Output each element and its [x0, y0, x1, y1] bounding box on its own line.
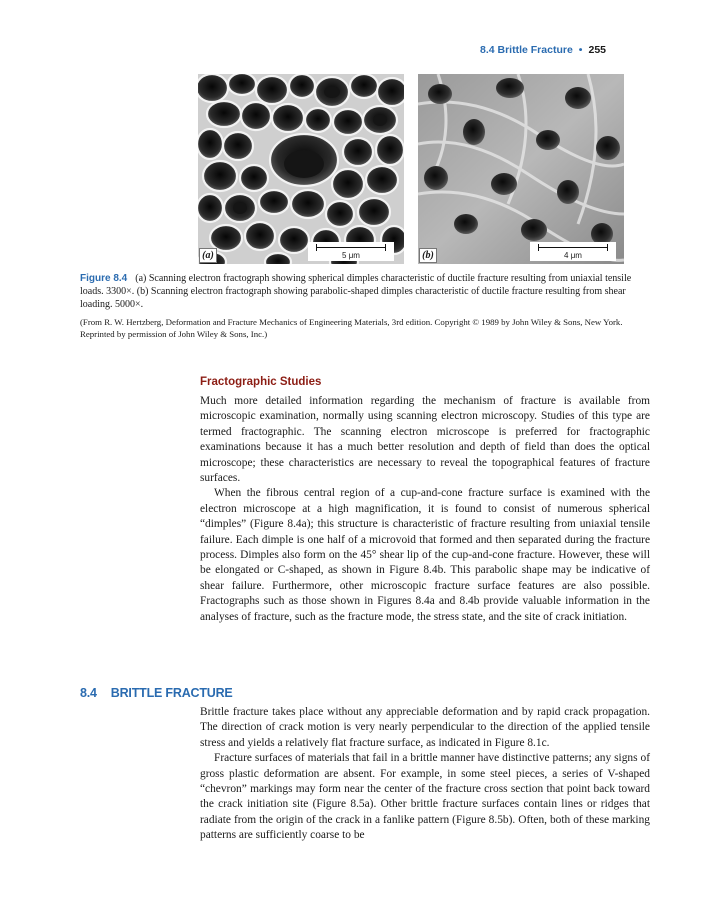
running-header [480, 44, 606, 56]
fractographic-paragraph-2: When the fibrous central region of a cup-and-cone fracture surface is examined with the electron microscope at a high magnification, it is found to consist of numerous spherical “dimples” (Figure 8.4a); this structure is characteristic of fracture resulting from uniaxial tensile failure. Each dimple is one half of a microvoid that formed and then separated during the fracture process. Dimples also form on the 45° shear lip of the cup-and-cone fracture. However, these will be elongated or C-shaped, as shown in Figure 8.4b. This parabolic shape may be indicative of shear failure. Furthermore, other microscopic fracture surface features are also possible. Fractographs such as those shown in Figures 8.4a and 8.4b provide valuable information in the analyses of fracture, such as the fracture mode, the stress state, and the site of crack initiation. [200, 487, 650, 623]
scale-bar-a [308, 242, 394, 261]
micrograph-b [418, 74, 624, 264]
header-bullet: • [578, 44, 583, 56]
panel-a-label: (a) [199, 248, 217, 263]
panel-b-label: (b) [419, 248, 437, 263]
scale-bar-tick-left [538, 244, 539, 251]
scale-bar-tick-right [607, 244, 608, 251]
scale-bar-b [530, 242, 616, 261]
dimple-micrograph-image [198, 74, 404, 264]
scale-bar-line [538, 247, 608, 248]
parabolic-dimple-micrograph-image [418, 74, 624, 264]
scale-bar-b-label: 4 μm [564, 251, 582, 260]
figure-label: Figure 8.4 [80, 273, 128, 284]
section-title: BRITTLE FRACTURE [110, 686, 233, 700]
brittle-body [200, 705, 650, 844]
section-heading [80, 686, 233, 700]
header-section: 8.4 Brittle Fracture [480, 44, 573, 56]
section-number: 8.4 [80, 686, 97, 700]
page-number: 255 [588, 44, 607, 56]
figure-caption-text: (a) Scanning electron fractograph showing spherical dimples characteristic of ductile fracture resulting from uniaxial tensile loads. 3300×. (b) Scanning electron fractograph showing parabolic-shaped dimples characteristic of ductile fracture resulting from shear loading. 5000×. [80, 273, 632, 311]
fractographic-paragraph-1: Much more detailed information regarding the mechanism of fracture is available from microscopic examination, normally using scanning electron microscopy. Studies of this type are termed fractographic. The scanning electron microscope is preferred for fractographic examinations because it has a much better resolution and depth of field than does the optical microscope; these characteristics are necessary to reveal the topographical features of fracture surfaces. [200, 395, 650, 485]
brittle-paragraph-1: Brittle fracture takes place without any appreciable deformation and by rapid crack propagation. The direction of crack motion is very nearly perpendicular to the direction of the applied tensile stress and yields a relatively flat fracture surface, as indicated in Figure 8.1c. [200, 706, 650, 749]
brittle-paragraph-2: Fracture surfaces of materials that fail in a brittle manner have distinctive patterns; any signs of gross plastic deformation are absent. For example, in some steel pieces, a series of V-shaped “chevron” markings may form near the center of the fracture cross section that point back toward the crack initiation site (Figure 8.5a). Other brittle fracture surfaces contain lines or ridges that radiate from the origin of the crack in a fanlike pattern (Figure 8.5b). Often, both of these marking patterns are sufficiently coarse to be [200, 752, 650, 842]
scale-bar-line [316, 247, 386, 248]
scale-bar-tick-right [385, 244, 386, 251]
micrograph-a [198, 74, 404, 264]
scale-bar-a-label: 5 μm [342, 251, 360, 260]
scale-bar-tick-left [316, 244, 317, 251]
figure-credit: (From R. W. Hertzberg, Deformation and Fracture Mechanics of Engineering Materials, 3rd edition. Copyright © 1989 by John Wiley & Sons, New York. Reprinted by permission of John Wiley & Sons, Inc.) [80, 317, 623, 340]
fractographic-heading: Fractographic Studies [200, 376, 322, 388]
fractographic-body [200, 394, 650, 625]
figure-caption [80, 272, 650, 311]
